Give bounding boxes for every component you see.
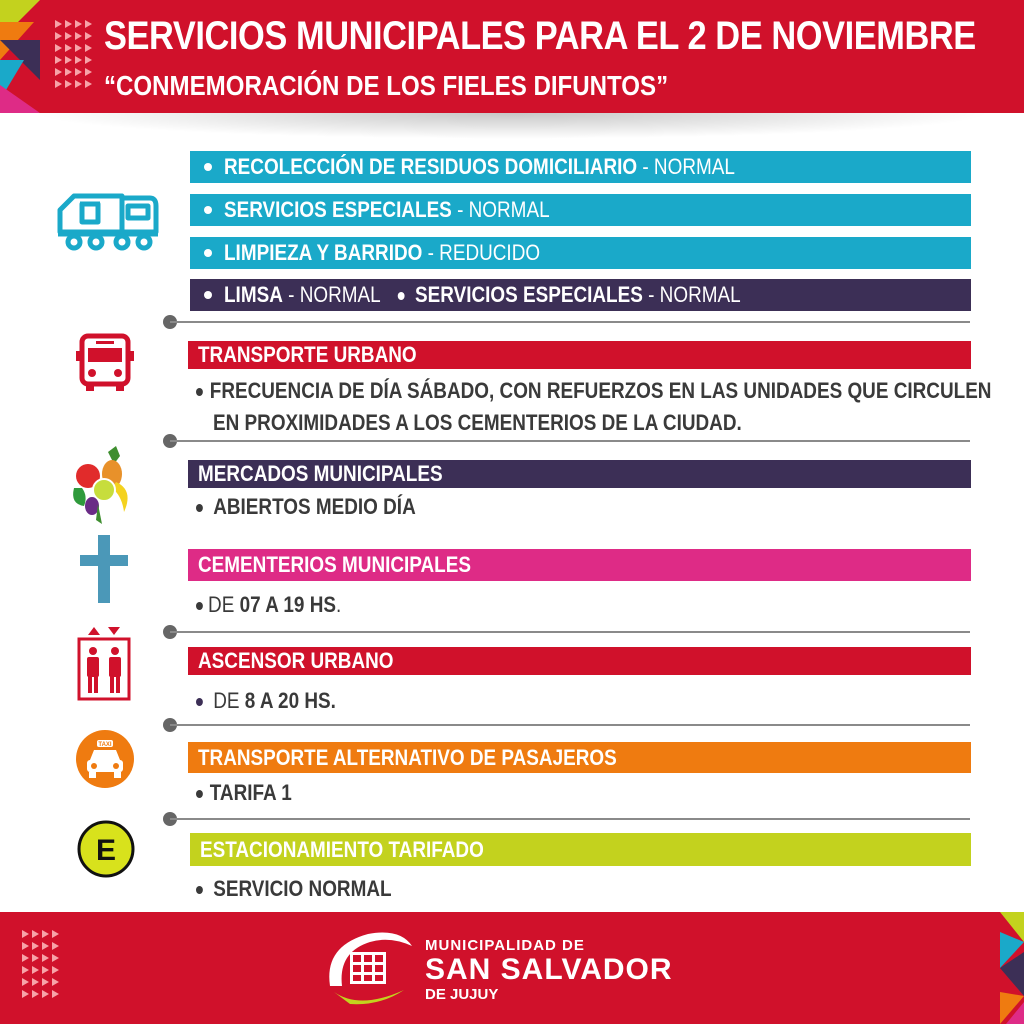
parking-letter: E	[95, 834, 117, 867]
residuos-item-limpieza	[190, 237, 971, 269]
taxi-text	[196, 780, 292, 806]
separator: -	[451, 197, 469, 222]
elevator-icon	[76, 627, 132, 706]
section-title: ESTACIONAMIENTO TARIFADO	[200, 836, 484, 862]
cementerios-title	[188, 549, 971, 581]
limsa-label: LIMSA	[224, 282, 283, 307]
residuos-item-limsa	[190, 279, 971, 311]
separator-line	[170, 440, 970, 442]
taxi-title	[188, 742, 971, 773]
taxi-icon	[76, 730, 134, 793]
logo-text-line2: SAN SALVADOR	[425, 953, 673, 986]
residuos-label: SERVICIOS ESPECIALES	[224, 197, 452, 222]
estacionamiento-title	[190, 833, 971, 866]
cementerios-hours: 07 A 19 HS	[239, 592, 337, 617]
footer-arrows-decoration	[22, 928, 62, 1000]
separator-line	[170, 818, 970, 820]
separator-line	[170, 321, 970, 323]
status-text: REDUCIDO	[439, 240, 541, 265]
separator-line	[170, 631, 970, 633]
section-title: ASCENSOR URBANO	[198, 648, 394, 673]
transporte-text-line2: EN PROXIMIDADES A LOS CEMENTERIOS DE LA CIUDAD.	[213, 410, 742, 435]
ascensor-title	[188, 647, 971, 675]
section-title: MERCADOS MUNICIPALES	[198, 461, 443, 486]
section-title: TRANSPORTE URBANO	[198, 342, 417, 367]
parking-e-icon	[76, 819, 136, 884]
residuos-label: RECOLECCIÓN DE RESIDUOS DOMICILIARIO	[224, 154, 638, 179]
transporte-line1: FRECUENCIA DE DÍA SÁBADO, CON REFUERZOS EN LAS UNIDADES QUE CIRCULEN	[209, 378, 992, 403]
section-title: CEMENTERIOS MUNICIPALES	[198, 552, 471, 577]
estacionamiento-status: SERVICIO NORMAL	[213, 876, 392, 901]
logo-text-line3: DE JUJUY	[425, 986, 499, 1003]
page-title: SERVICIOS MUNICIPALES PARA EL 2 DE NOVIEMBRE	[104, 14, 976, 58]
residuos-item-especiales	[190, 194, 971, 226]
separator: -	[422, 240, 440, 265]
status-text: NORMAL	[299, 282, 381, 307]
taxi-tariff: TARIFA 1	[209, 780, 292, 805]
ascensor-hours: 8 A 20 HS.	[244, 688, 336, 713]
header-decoration	[0, 0, 40, 113]
section-title: TRANSPORTE ALTERNATIVO DE PASAJEROS	[198, 744, 617, 770]
garbage-truck-icon	[56, 188, 162, 259]
status-text: NORMAL	[468, 197, 550, 222]
cross-icon	[80, 535, 128, 610]
prefix-text: DE	[213, 688, 245, 713]
separator: -	[637, 154, 654, 179]
mercados-text	[196, 494, 416, 520]
limsa-especiales-label: SERVICIOS ESPECIALES	[415, 282, 643, 307]
status-text: NORMAL	[659, 282, 741, 307]
estacionamiento-text	[196, 876, 392, 902]
page-subtitle: “CONMEMORACIÓN DE LOS FIELES DIFUNTOS”	[104, 70, 669, 101]
separator: -	[282, 282, 300, 307]
residuos-label: LIMPIEZA Y BARRIDO	[224, 240, 423, 265]
suffix-text: .	[336, 592, 342, 617]
logo-text-line1: MUNICIPALIDAD DE	[425, 937, 585, 954]
mercados-hours: ABIERTOS MEDIO DÍA	[213, 494, 416, 519]
municipalidad-logo-icon	[320, 926, 416, 1013]
prefix-text: DE	[208, 592, 240, 617]
taxi-sign-text: TAXI	[98, 742, 112, 748]
cementerios-text	[196, 592, 341, 618]
header-shadow	[30, 113, 994, 139]
header-arrows-decoration	[55, 18, 95, 90]
transporte-text-line1	[196, 378, 991, 404]
footer-decoration	[1000, 912, 1024, 1024]
transporte-urbano-title	[188, 341, 971, 369]
fruits-icon	[68, 446, 134, 531]
ascensor-text	[196, 688, 336, 714]
bus-icon	[76, 333, 134, 398]
mercados-title	[188, 460, 971, 488]
separator-line	[170, 724, 970, 726]
separator: -	[642, 282, 660, 307]
residuos-item-recoleccion	[190, 151, 971, 183]
status-text: NORMAL	[653, 154, 735, 179]
